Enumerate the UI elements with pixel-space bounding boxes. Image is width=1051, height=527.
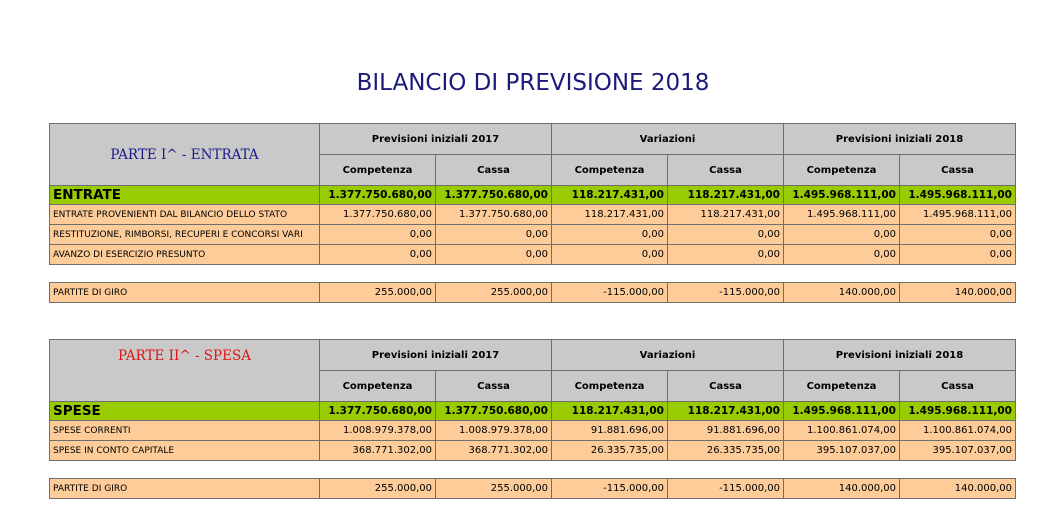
- cell-value: 0,00: [900, 225, 1016, 245]
- cell-value: 1.377.750.680,00: [436, 186, 552, 205]
- subheader-competenza: Competenza: [552, 371, 668, 402]
- cell-value: 1.100.861.074,00: [784, 421, 900, 441]
- cell-value: 118.217.431,00: [668, 186, 784, 205]
- cell-value: 0,00: [784, 225, 900, 245]
- subheader-cassa: Cassa: [900, 371, 1016, 402]
- row-label: SPESE: [50, 402, 320, 421]
- subheader-competenza: Competenza: [320, 371, 436, 402]
- cell-value: 395.107.037,00: [784, 441, 900, 461]
- partite-di-giro-row: [50, 479, 1016, 499]
- subheader-cassa: Cassa: [668, 155, 784, 186]
- page-title: BILANCIO DI PREVISIONE 2018: [356, 70, 710, 96]
- cell-value: -115.000,00: [552, 479, 668, 499]
- subheader-competenza: Competenza: [320, 155, 436, 186]
- cell-value: 0,00: [552, 225, 668, 245]
- cell-value: 1.377.750.680,00: [436, 205, 552, 225]
- entrata-table: [49, 123, 1016, 303]
- cell-value: 1.495.968.111,00: [900, 402, 1016, 421]
- row-label: AVANZO DI ESERCIZIO PRESUNTO: [50, 245, 320, 265]
- cell-value: 0,00: [552, 245, 668, 265]
- cell-value: 1.495.968.111,00: [784, 402, 900, 421]
- cell-value: 0,00: [784, 245, 900, 265]
- cell-value: 140.000,00: [784, 479, 900, 499]
- cell-value: 1.377.750.680,00: [320, 186, 436, 205]
- cell-value: 0,00: [668, 245, 784, 265]
- cell-value: 0,00: [320, 225, 436, 245]
- cell-value: 118.217.431,00: [552, 402, 668, 421]
- cell-value: 1.377.750.680,00: [320, 205, 436, 225]
- subheader-competenza: Competenza: [784, 371, 900, 402]
- cell-value: 1.377.750.680,00: [320, 402, 436, 421]
- cell-value: 0,00: [320, 245, 436, 265]
- table-row: [50, 225, 1016, 245]
- row-label: SPESE CORRENTI: [50, 421, 320, 441]
- table-row: [50, 421, 1016, 441]
- subheader-competenza: Competenza: [552, 155, 668, 186]
- cell-value: 1.495.968.111,00: [784, 205, 900, 225]
- header-previsioni-2018: Previsioni iniziali 2018: [784, 124, 1016, 155]
- cell-value: 91.881.696,00: [668, 421, 784, 441]
- row-label: RESTITUZIONE, RIMBORSI, RECUPERI E CONCORSI VARI: [50, 225, 320, 245]
- subheader-competenza: Competenza: [784, 155, 900, 186]
- cell-value: 255.000,00: [436, 479, 552, 499]
- cell-value: 368.771.302,00: [436, 441, 552, 461]
- row-label: ENTRATE PROVENIENTI DAL BILANCIO DELLO STATO: [50, 205, 320, 225]
- spesa-table: [49, 339, 1016, 499]
- table-row: [50, 245, 1016, 265]
- row-label: PARTITE DI GIRO: [50, 283, 320, 303]
- cell-value: 395.107.037,00: [900, 441, 1016, 461]
- cell-value: 1.495.968.111,00: [900, 186, 1016, 205]
- cell-value: 140.000,00: [900, 479, 1016, 499]
- row-label: ENTRATE: [50, 186, 320, 205]
- cell-value: 1.008.979.378,00: [320, 421, 436, 441]
- subheader-cassa: Cassa: [900, 155, 1016, 186]
- cell-value: -115.000,00: [552, 283, 668, 303]
- subheader-cassa: Cassa: [668, 371, 784, 402]
- cell-value: 255.000,00: [436, 283, 552, 303]
- partite-di-giro-row: [50, 283, 1016, 303]
- header-previsioni-2018: Previsioni iniziali 2018: [784, 340, 1016, 371]
- subheader-cassa: Cassa: [436, 155, 552, 186]
- cell-value: 91.881.696,00: [552, 421, 668, 441]
- cell-value: 1.008.979.378,00: [436, 421, 552, 441]
- cell-value: 1.377.750.680,00: [436, 402, 552, 421]
- cell-value: 118.217.431,00: [552, 186, 668, 205]
- row-label: PARTITE DI GIRO: [50, 479, 320, 499]
- cell-value: 255.000,00: [320, 283, 436, 303]
- cell-value: 118.217.431,00: [552, 205, 668, 225]
- cell-value: 1.495.968.111,00: [784, 186, 900, 205]
- entrata-part-label: PARTE I^ - ENTRATA: [50, 124, 320, 186]
- cell-value: 1.100.861.074,00: [900, 421, 1016, 441]
- cell-value: 26.335.735,00: [668, 441, 784, 461]
- cell-value: -115.000,00: [668, 283, 784, 303]
- cell-value: 140.000,00: [784, 283, 900, 303]
- total-row: [50, 402, 1016, 421]
- cell-value: 140.000,00: [900, 283, 1016, 303]
- cell-value: 1.495.968.111,00: [900, 205, 1016, 225]
- cell-value: 255.000,00: [320, 479, 436, 499]
- cell-value: 118.217.431,00: [668, 205, 784, 225]
- cell-value: 368.771.302,00: [320, 441, 436, 461]
- table-row: [50, 205, 1016, 225]
- header-variazioni: Variazioni: [552, 340, 784, 371]
- spesa-part-label: PARTE II^ - SPESA: [50, 340, 320, 402]
- header-previsioni-2017: Previsioni iniziali 2017: [320, 340, 552, 371]
- cell-value: 0,00: [900, 245, 1016, 265]
- row-label: SPESE IN CONTO CAPITALE: [50, 441, 320, 461]
- cell-value: 26.335.735,00: [552, 441, 668, 461]
- cell-value: 0,00: [668, 225, 784, 245]
- subheader-cassa: Cassa: [436, 371, 552, 402]
- cell-value: 0,00: [436, 225, 552, 245]
- header-variazioni: Variazioni: [552, 124, 784, 155]
- total-row: [50, 186, 1016, 205]
- header-previsioni-2017: Previsioni iniziali 2017: [320, 124, 552, 155]
- cell-value: 118.217.431,00: [668, 402, 784, 421]
- table-row: [50, 441, 1016, 461]
- cell-value: -115.000,00: [668, 479, 784, 499]
- cell-value: 0,00: [436, 245, 552, 265]
